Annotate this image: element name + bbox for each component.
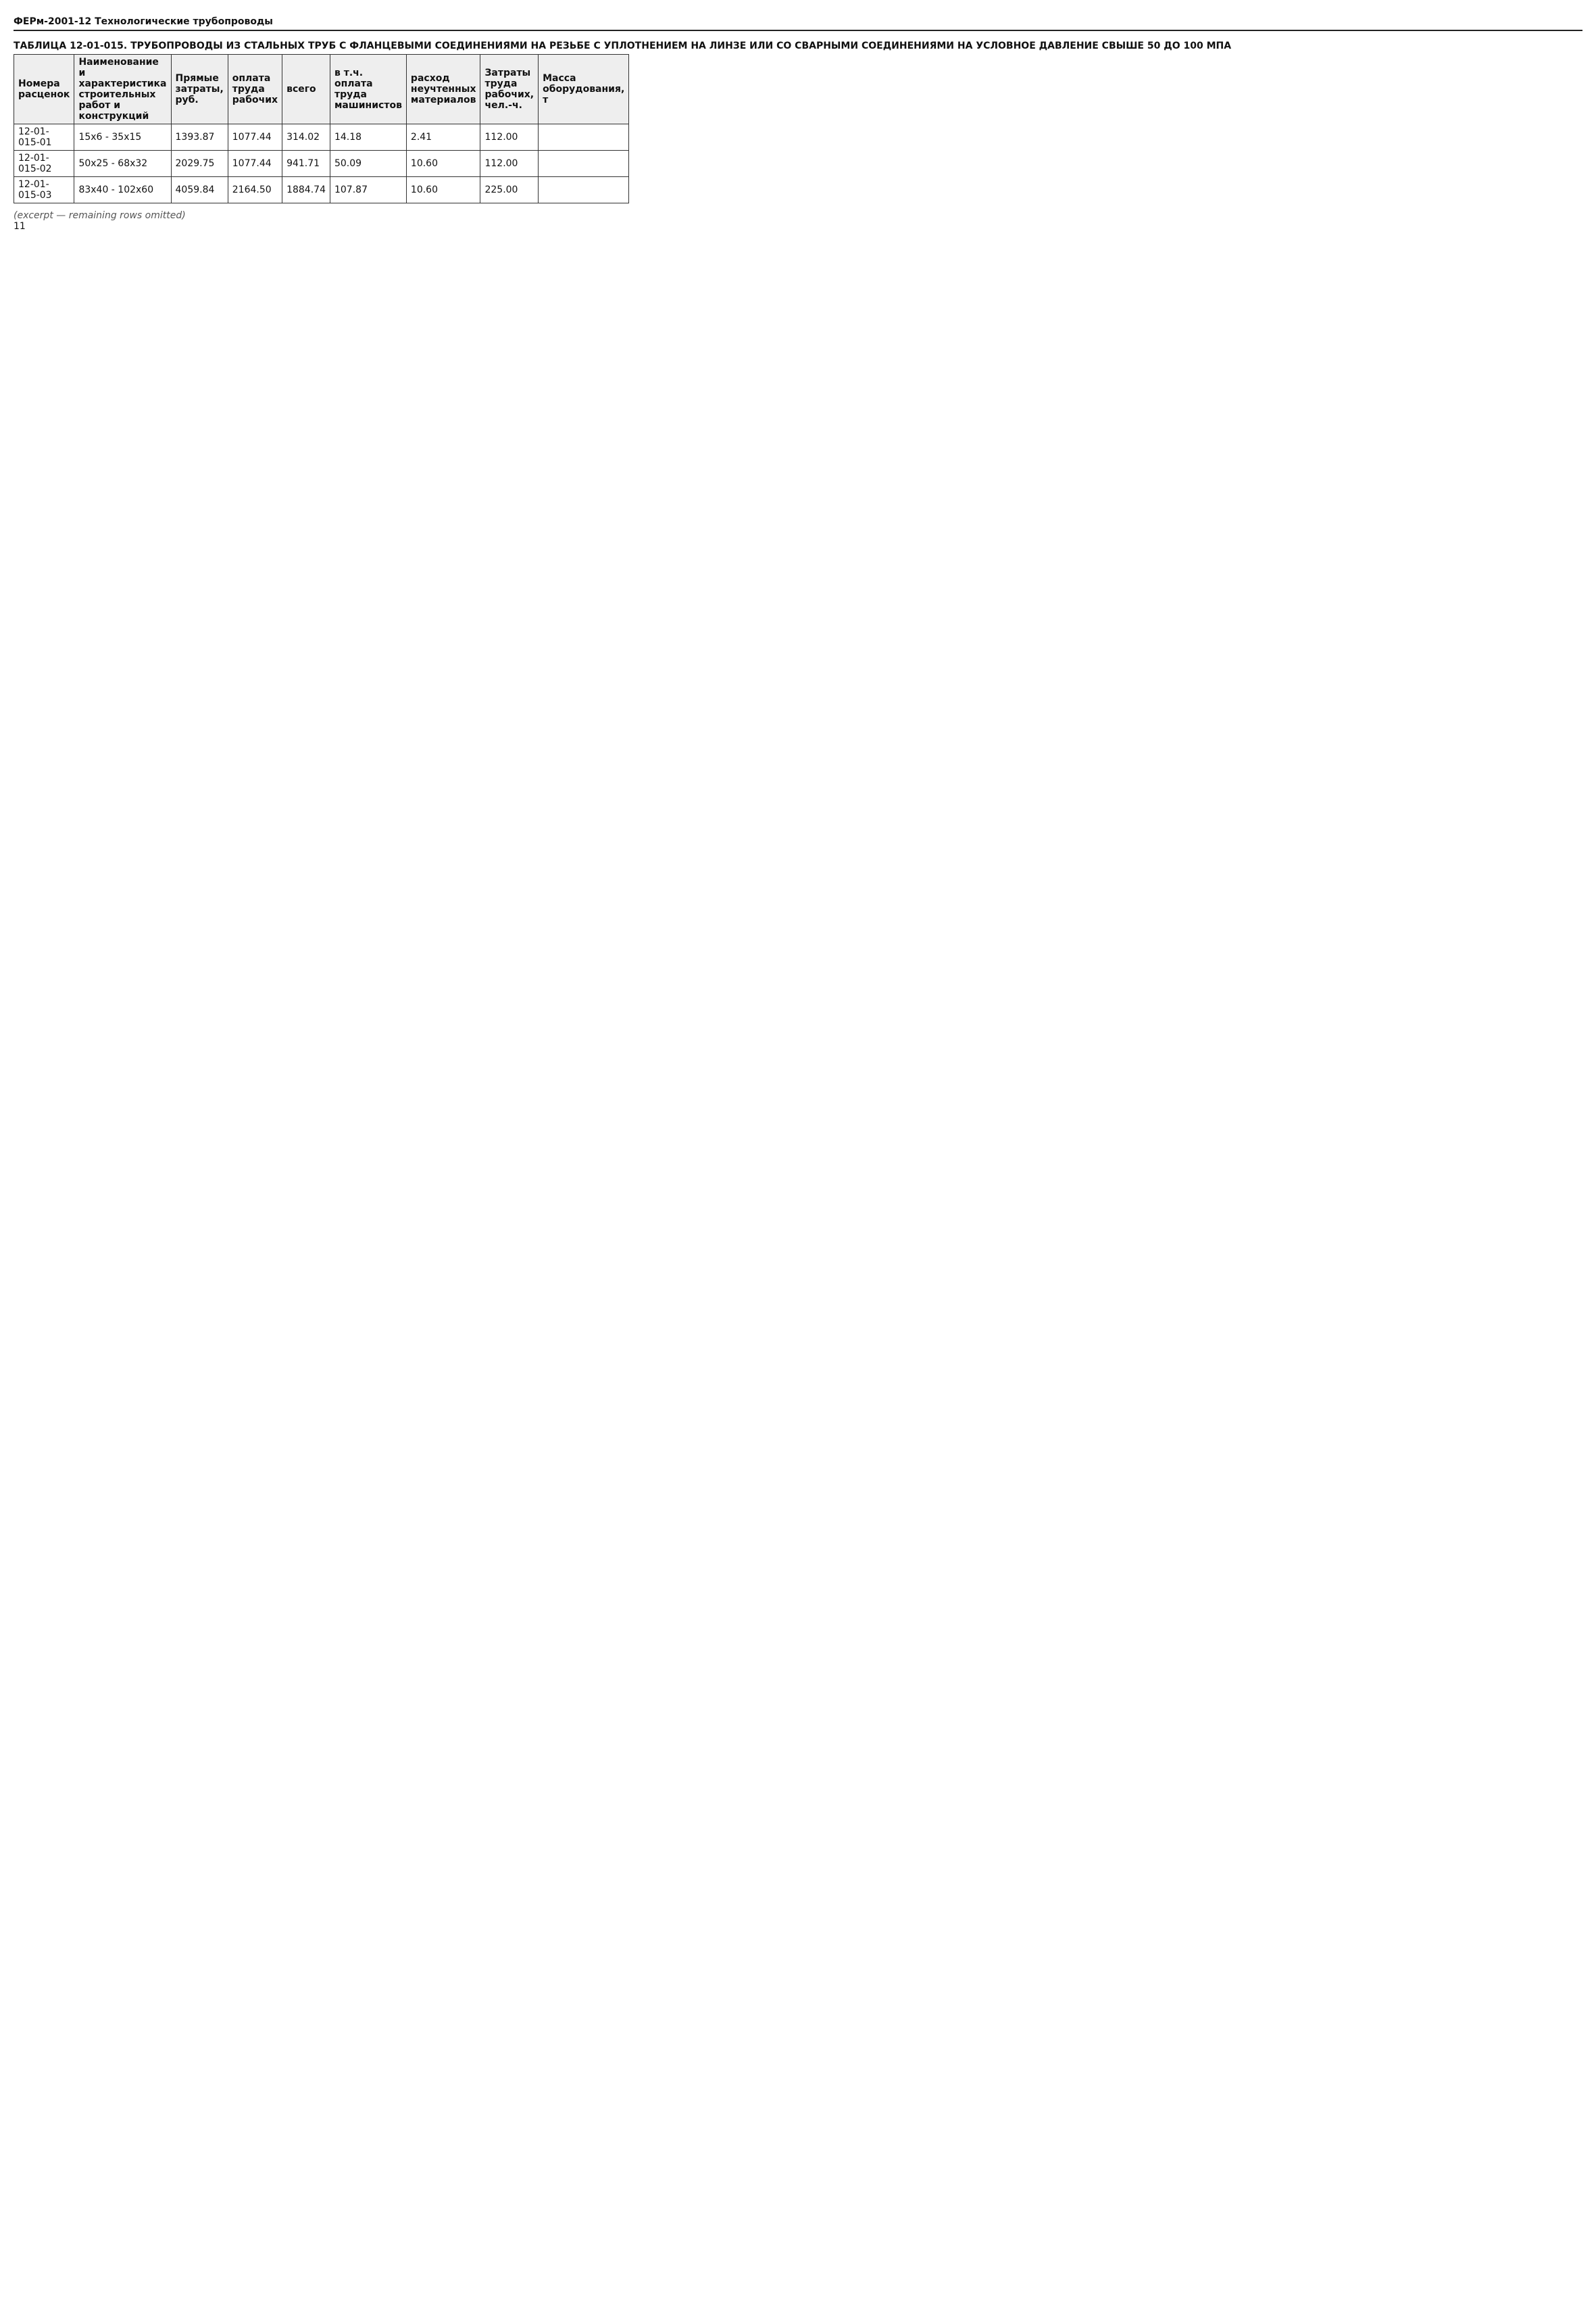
column-header: Наименование и характеристика строительных работ и конструкций [74, 55, 171, 124]
table-cell: 1077.44 [228, 124, 282, 151]
excerpt-note: (excerpt — remaining rows omitted) [14, 210, 186, 221]
table-cell: 14.18 [330, 124, 406, 151]
table-cell: 941.71 [282, 151, 330, 177]
column-header: Прямые затраты, руб. [171, 55, 228, 124]
page-number: 11 [14, 221, 26, 232]
page-header: ФЕРм-2001-12 Технологические трубопроводы [14, 14, 1582, 31]
table-cell: 50x25 - 68x32 [74, 151, 171, 177]
column-header: всего [282, 55, 330, 124]
table-cell: 12-01-015-03 [14, 177, 74, 203]
table-cell: 314.02 [282, 124, 330, 151]
column-header: Номера расценок [14, 55, 74, 124]
table-cell: 12-01-015-01 [14, 124, 74, 151]
table-cell: 112.00 [480, 151, 539, 177]
table-cell: 107.87 [330, 177, 406, 203]
table-cell: 112.00 [480, 124, 539, 151]
column-header: Масса оборудования, т [539, 55, 629, 124]
table-cell: 4059.84 [171, 177, 228, 203]
column-header: расход неучтенных материалов [406, 55, 480, 124]
table-cell: 10.60 [406, 151, 480, 177]
table-cell: 1077.44 [228, 151, 282, 177]
excerpt-table [14, 54, 629, 203]
caption: ТАБЛИЦА 12-01-015. ТРУБОПРОВОДЫ ИЗ СТАЛЬНЫХ ТРУБ С ФЛАНЦЕВЫМИ СОЕДИНЕНИЯМИ НА РЕЗЬБЕ С УПЛОТНЕНИЕМ НА ЛИНЗЕ ИЛИ СО СВАРНЫМИ СОЕДИНЕНИЯМИ НА УСЛОВНОЕ ДАВЛЕНИЕ СВЫШЕ 50 ДО 100 МПА [14, 41, 1232, 51]
column-header: в т.ч. оплата труда машинистов [330, 55, 406, 124]
column-header: Затраты труда рабочих, чел.-ч. [480, 55, 539, 124]
table-cell: 12-01-015-02 [14, 151, 74, 177]
table-cell: 15x6 - 35x15 [74, 124, 171, 151]
table-cell: 2029.75 [171, 151, 228, 177]
table-cell: 50.09 [330, 151, 406, 177]
table-cell [539, 124, 629, 151]
table-cell: 83x40 - 102x60 [74, 177, 171, 203]
table-row [14, 177, 629, 203]
table-cell: 1393.87 [171, 124, 228, 151]
column-header: оплата труда рабочих [228, 55, 282, 124]
table-cell: 2164.50 [228, 177, 282, 203]
table-cell [539, 177, 629, 203]
table-cell: 225.00 [480, 177, 539, 203]
table-cell: 1884.74 [282, 177, 330, 203]
table-cell: 2.41 [406, 124, 480, 151]
table-cell: 10.60 [406, 177, 480, 203]
table-row [14, 124, 629, 151]
table-cell [539, 151, 629, 177]
table-row [14, 151, 629, 177]
